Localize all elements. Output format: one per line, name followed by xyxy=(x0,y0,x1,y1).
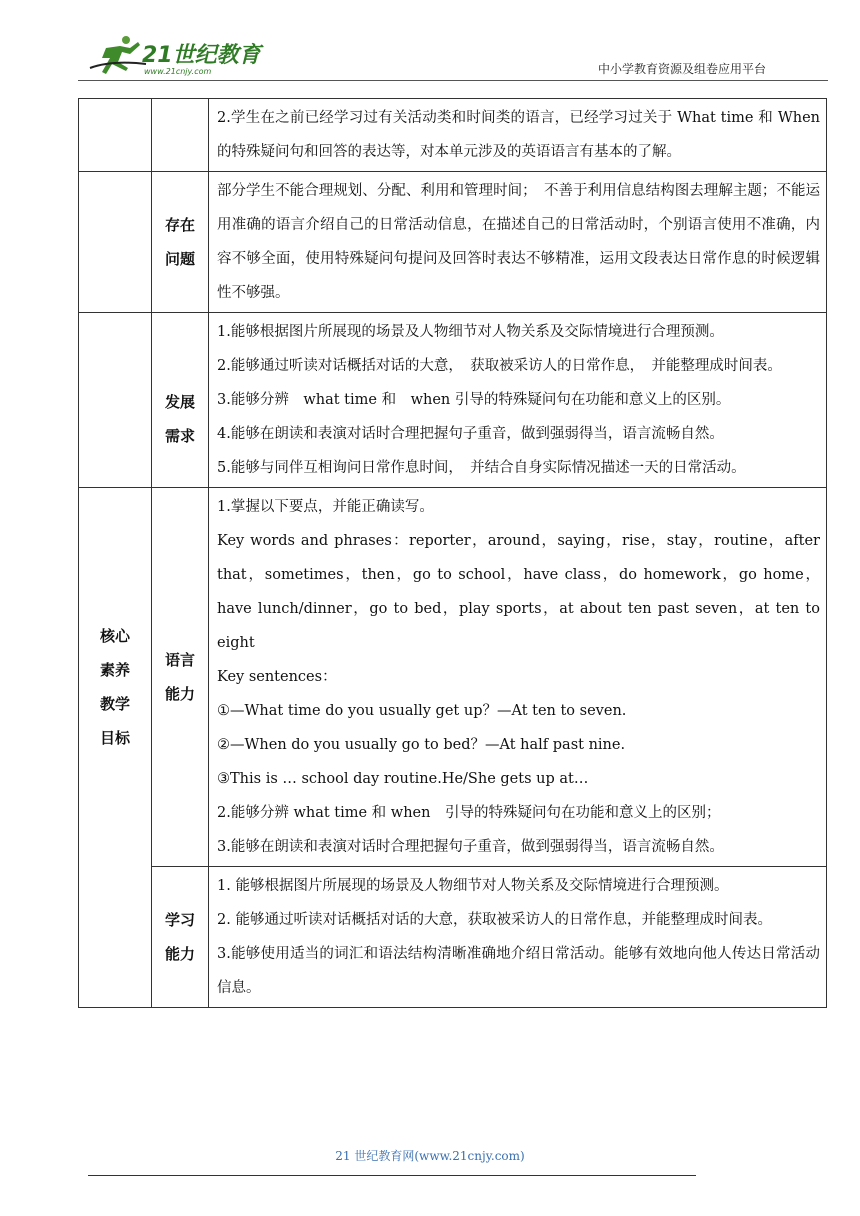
group-label: 素养 xyxy=(99,661,130,679)
label-cell xyxy=(152,867,209,1008)
content-line: ②—When do you usually go to bed？—At half past nine. xyxy=(217,737,626,753)
footer-link[interactable]: 21 世纪教育网(www.21cnjy.com) xyxy=(335,1149,525,1163)
content-line: ③This is … school day routine.He/She gets up at… xyxy=(217,771,589,787)
content-line: 3.能够在朗读和表演对话时合理把握句子重音，做到强弱得当，语言流畅自然。 xyxy=(217,839,724,855)
row-label: 需求 xyxy=(164,427,195,445)
content-line: 1.掌握以下要点，并能正确读写。 xyxy=(217,499,434,515)
content-line: 3.能够使用适当的词汇和语法结构清晰准确地介绍日常活动。能够有效地向他人传达日常活动信息。 xyxy=(217,946,820,996)
content-line: 2. 能够通过听读对话概括对话的大意，获取被采访人的日常作息，并能整理成时间表。 xyxy=(217,912,772,928)
group-label: 教学 xyxy=(99,695,130,713)
row-label: 发展 xyxy=(164,393,195,411)
content-cell xyxy=(209,867,827,1008)
content-line: 5.能够与同伴互相询问日常作息时间， 并结合自身实际情况描述一天的日常活动。 xyxy=(217,460,746,476)
site-logo xyxy=(86,34,266,78)
content-cell xyxy=(209,99,827,172)
row-label: 能力 xyxy=(164,945,195,963)
runner-icon xyxy=(90,36,146,74)
row-label: 存在 xyxy=(164,216,195,234)
content-cell xyxy=(209,488,827,867)
svg-text:21世纪教育: 21世纪教育 xyxy=(142,43,261,68)
lesson-table xyxy=(78,98,827,1008)
table-row xyxy=(79,172,827,313)
content-line: 3.能够分辨 what time 和 when 引导的特殊疑问句在功能和意义上的区别。 xyxy=(217,392,731,408)
footer-divider xyxy=(88,1175,696,1176)
content-line: ①—What time do you usually get up？—At ten to seven. xyxy=(217,703,627,719)
content-line: 2.学生在之前已经学习过有关活动类和时间类的语言，已经学习过关于 What time 和 When 的特殊疑问句和回答的表达等，对本单元涉及的英语语言有基本的了解。 xyxy=(217,110,820,160)
row-label: 语言 xyxy=(164,651,195,669)
table-row xyxy=(79,99,827,172)
group-label: 目标 xyxy=(99,729,130,747)
table-row xyxy=(79,313,827,488)
content-line: 1.能够根据图片所展现的场景及人物细节对人物关系及交际情境进行合理预测。 xyxy=(217,324,724,340)
content-line: Key words and phrases：reporter，around，saying，rise，stay，routine，after that，sometimes，then，go to school，have class，do homework，go home，have lunch/dinner，go to bed，play sports，at about ten past seven，at ten to eight xyxy=(217,533,820,651)
table-row xyxy=(79,488,827,867)
group-label: 核心 xyxy=(99,627,130,645)
content-line: 2.能够通过听读对话概括对话的大意， 获取被采访人的日常作息， 并能整理成时间表。 xyxy=(217,358,782,374)
content-cell xyxy=(209,313,827,488)
content-line: Key sentences： xyxy=(217,669,337,685)
page-header xyxy=(78,30,828,80)
row-label: 学习 xyxy=(164,911,195,929)
content-line: 部分学生不能合理规划、分配、利用和管理时间； 不善于利用信息结构图去理解主题；不能运用准确的语言介绍自己的日常活动信息，在描述自己的日常活动时，个别语言使用不准确，内容不够全面，使用特殊疑问句提问及回答时表达不够精准，运用文段表达日常作息的时候逻辑性不够强。 xyxy=(217,183,820,301)
content-cell xyxy=(209,172,827,313)
group-cell xyxy=(79,313,152,488)
label-cell xyxy=(152,313,209,488)
row-label: 问题 xyxy=(164,250,195,268)
header-divider xyxy=(78,80,828,81)
content-line: 1. 能够根据图片所展现的场景及人物细节对人物关系及交际情境进行合理预测。 xyxy=(217,878,729,894)
group-cell xyxy=(79,99,152,172)
label-cell xyxy=(152,488,209,867)
platform-name: 中小学教育资源及组卷应用平台 xyxy=(597,62,766,76)
label-cell xyxy=(152,172,209,313)
label-cell xyxy=(152,99,209,172)
group-cell xyxy=(79,172,152,313)
svg-text:www.21cnjy.com: www.21cnjy.com xyxy=(144,67,212,76)
table-row xyxy=(79,867,827,1008)
content-line: 4.能够在朗读和表演对话时合理把握句子重音，做到强弱得当，语言流畅自然。 xyxy=(217,426,724,442)
content-line: 2.能够分辨 what time 和 when 引导的特殊疑问句在功能和意义上的区别； xyxy=(217,805,721,821)
group-cell xyxy=(79,488,152,1008)
row-label: 能力 xyxy=(164,685,195,703)
